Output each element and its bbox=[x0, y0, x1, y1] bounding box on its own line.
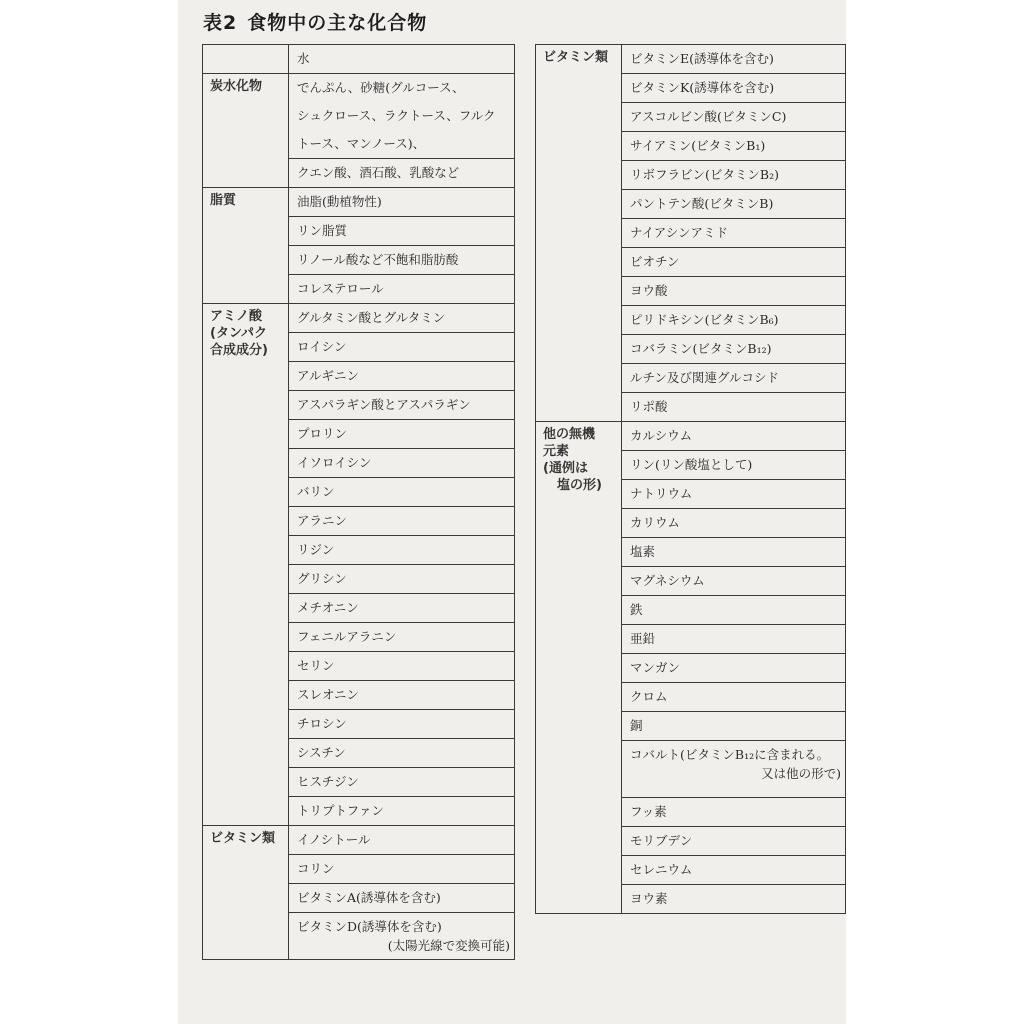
compound-item: ナトリウム bbox=[622, 480, 846, 509]
category-label-line: 他の無機 bbox=[543, 427, 596, 442]
compound-item: カルシウム bbox=[622, 422, 846, 451]
compound-item: 銅 bbox=[622, 712, 846, 741]
category-label-line: 元素 bbox=[543, 444, 570, 459]
table-row bbox=[536, 45, 846, 74]
compound-item: メチオニン bbox=[289, 594, 515, 623]
compound-item: ヨウ酸 bbox=[622, 277, 846, 306]
compound-item: ヒスチジン bbox=[289, 768, 515, 797]
table-number: 表2 bbox=[203, 12, 238, 34]
compound-item-cobalt bbox=[622, 741, 846, 798]
compound-item: でんぷん、砂糖(グルコース、 bbox=[289, 74, 515, 103]
compound-item: ロイシン bbox=[289, 333, 515, 362]
compound-item: ヨウ素 bbox=[622, 885, 846, 914]
compound-line: コバルト(ビタミンB₁₂に含まれる。 bbox=[630, 747, 830, 762]
compound-item: リジン bbox=[289, 536, 515, 565]
compound-item-vitamin-d bbox=[289, 913, 515, 960]
compound-item: セリン bbox=[289, 652, 515, 681]
compound-item: ビタミンE(誘導体を含む) bbox=[622, 45, 846, 74]
compound-item: リン脂質 bbox=[289, 217, 515, 246]
compound-item: グルタミン酸とグルタミン bbox=[289, 304, 515, 333]
compound-item: リボフラビン(ビタミンB₂) bbox=[622, 161, 846, 190]
compound-item: クエン酸、酒石酸、乳酸など bbox=[289, 159, 515, 188]
compound-item: 亜鉛 bbox=[622, 625, 846, 654]
compound-item: 塩素 bbox=[622, 538, 846, 567]
category-vitamins: ビタミン類 bbox=[536, 45, 622, 422]
compound-note: (太陽光線で変換可能) bbox=[387, 938, 510, 953]
table-row bbox=[203, 74, 515, 103]
compound-item: ルチン及び関連グルコシド bbox=[622, 364, 846, 393]
category-minerals bbox=[536, 422, 622, 914]
compound-item: ナイアシンアミド bbox=[622, 219, 846, 248]
compounds-table-left bbox=[202, 44, 515, 960]
table-title-text: 食物中の主な化合物 bbox=[247, 12, 428, 34]
compound-item: グリシン bbox=[289, 565, 515, 594]
compound-item: イソロイシン bbox=[289, 449, 515, 478]
compound-item: イノシトール bbox=[289, 826, 515, 855]
category-label-line: (タンパク bbox=[210, 326, 268, 341]
compound-item: カリウム bbox=[622, 509, 846, 538]
compound-item: フェニルアラニン bbox=[289, 623, 515, 652]
compound-item: マグネシウム bbox=[622, 567, 846, 596]
compound-note: 又は他の形で) bbox=[761, 766, 841, 781]
category-amino-acids bbox=[203, 304, 289, 826]
category-lipids: 脂質 bbox=[203, 188, 289, 304]
category-label-line: (通例は bbox=[543, 461, 588, 476]
category-vitamins: ビタミン類 bbox=[203, 826, 289, 960]
category-cell-empty bbox=[203, 45, 289, 74]
category-label-line: アミノ酸 bbox=[210, 309, 263, 324]
compounds-table-right bbox=[535, 44, 846, 914]
table-row bbox=[203, 188, 515, 217]
compound-item: チロシン bbox=[289, 710, 515, 739]
compound-item: リポ酸 bbox=[622, 393, 846, 422]
compound-item: 鉄 bbox=[622, 596, 846, 625]
table-row bbox=[203, 304, 515, 333]
compound-item: ピリドキシン(ビタミンB₆) bbox=[622, 306, 846, 335]
compound-item: スレオニン bbox=[289, 681, 515, 710]
compound-item: フッ素 bbox=[622, 798, 846, 827]
compound-item: リン(リン酸塩として) bbox=[622, 451, 846, 480]
compound-item: セレニウム bbox=[622, 856, 846, 885]
compound-line: ビタミンD(誘導体を含む) bbox=[297, 919, 442, 934]
compound-item: リノール酸など不飽和脂肪酸 bbox=[289, 246, 515, 275]
compound-item: マンガン bbox=[622, 654, 846, 683]
compound-item: クロム bbox=[622, 683, 846, 712]
compound-item: アラニン bbox=[289, 507, 515, 536]
compound-item: ビタミンA(誘導体を含む) bbox=[289, 884, 515, 913]
category-carbohydrates: 炭水化物 bbox=[203, 74, 289, 188]
compound-item: パントテン酸(ビタミンB) bbox=[622, 190, 846, 219]
compound-item: アスパラギン酸とアスパラギン bbox=[289, 391, 515, 420]
compound-item: モリブデン bbox=[622, 827, 846, 856]
compound-item: アルギニン bbox=[289, 362, 515, 391]
compound-item: ビタミンK(誘導体を含む) bbox=[622, 74, 846, 103]
compound-item: シスチン bbox=[289, 739, 515, 768]
compound-item: サイアミン(ビタミンB₁) bbox=[622, 132, 846, 161]
table-row bbox=[536, 422, 846, 451]
compound-item: トース、マンノース)、 bbox=[289, 130, 515, 159]
table-row bbox=[203, 826, 515, 855]
category-label-line: 塩の形) bbox=[557, 478, 602, 493]
table-row bbox=[203, 45, 515, 74]
compound-item: シュクロース、ラクトース、フルク bbox=[289, 102, 515, 130]
compound-item: コバラミン(ビタミンB₁₂) bbox=[622, 335, 846, 364]
compound-item: ビオチン bbox=[622, 248, 846, 277]
compound-water: 水 bbox=[289, 45, 515, 74]
compound-item: コリン bbox=[289, 855, 515, 884]
compound-item: 油脂(動植物性) bbox=[289, 188, 515, 217]
table-title bbox=[202, 8, 427, 35]
compound-item: アスコルビン酸(ビタミンC) bbox=[622, 103, 846, 132]
compound-item: バリン bbox=[289, 478, 515, 507]
compound-item: トリプトファン bbox=[289, 797, 515, 826]
category-label-line: 合成成分) bbox=[210, 343, 268, 358]
compound-item: プロリン bbox=[289, 420, 515, 449]
compound-item: コレステロール bbox=[289, 275, 515, 304]
